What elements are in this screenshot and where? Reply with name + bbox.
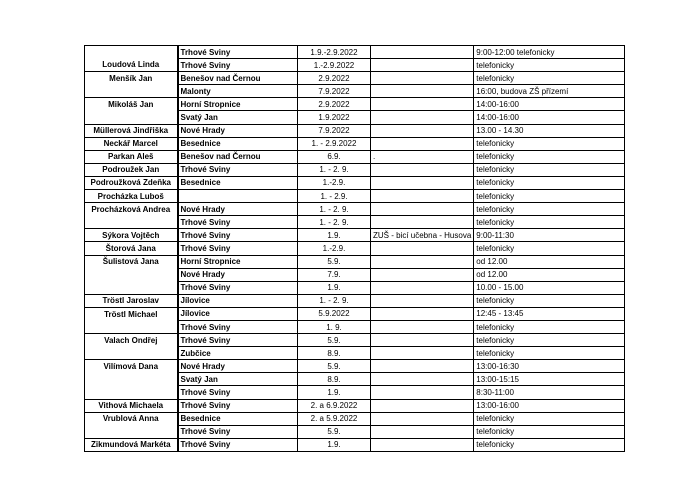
teacher-name-cell: Menšík Jan <box>85 72 178 85</box>
time-cell: telefonicky <box>474 72 625 85</box>
place-cell: Besednice <box>178 412 298 425</box>
room-cell <box>371 268 474 281</box>
room-cell <box>371 242 474 255</box>
date-cell: 2. a 5.9.2022 <box>298 412 371 425</box>
place-cell: Jílovice <box>178 307 298 320</box>
time-cell: 14:00-16:00 <box>474 98 625 111</box>
table-row <box>85 255 625 268</box>
table-row <box>85 176 625 189</box>
table-row <box>85 347 625 360</box>
table-row <box>85 98 625 111</box>
room-cell: ZUŠ - bicí učebna - Husova <box>371 229 474 242</box>
date-cell: 8.9. <box>298 347 371 360</box>
time-cell: telefonicky <box>474 137 625 150</box>
time-cell: telefonicky <box>474 347 625 360</box>
place-cell: Nové Hrady <box>178 268 298 281</box>
table-row <box>85 294 625 307</box>
time-cell: 13.00 - 14.30 <box>474 124 625 137</box>
teacher-name-cell: Sýkora Vojtěch <box>85 229 178 242</box>
teacher-name-cell <box>85 425 178 438</box>
time-cell: telefonicky <box>474 163 625 176</box>
table-row <box>85 320 625 333</box>
date-cell: 6.9. <box>298 150 371 163</box>
room-cell <box>371 203 474 216</box>
date-cell: 5.9. <box>298 255 371 268</box>
table-row <box>85 85 625 98</box>
date-cell: 1. - 2. 9. <box>298 203 371 216</box>
room-cell <box>371 294 474 307</box>
table-row <box>85 360 625 373</box>
date-cell: 1.9.2022 <box>298 111 371 124</box>
place-cell: Trhové Sviny <box>178 320 298 333</box>
date-cell: 5.9. <box>298 425 371 438</box>
table-row <box>85 399 625 412</box>
date-cell: 5.9.2022 <box>298 307 371 320</box>
teacher-name-cell <box>85 111 178 124</box>
teacher-name-cell: Valach Ondřej <box>85 334 178 347</box>
room-cell <box>371 176 474 189</box>
room-cell <box>371 72 474 85</box>
schedule-table <box>84 45 625 452</box>
table-row <box>85 412 625 425</box>
room-cell <box>371 124 474 137</box>
time-cell: 9:00-12:00 telefonicky <box>474 46 625 59</box>
room-cell <box>371 255 474 268</box>
teacher-name-cell: Procházková Andrea <box>85 203 178 216</box>
time-cell: telefonicky <box>474 425 625 438</box>
room-cell <box>371 399 474 412</box>
teacher-name-cell: Vithová Michaela <box>85 399 178 412</box>
place-cell: Trhové Sviny <box>178 163 298 176</box>
room-cell <box>371 85 474 98</box>
time-cell: telefonicky <box>474 190 625 203</box>
place-cell: Trhové Sviny <box>178 229 298 242</box>
room-cell <box>371 412 474 425</box>
place-cell: Trhové Sviny <box>178 438 298 451</box>
room-cell <box>371 98 474 111</box>
table-row <box>85 111 625 124</box>
room-cell <box>371 281 474 294</box>
table-row <box>85 150 625 163</box>
time-cell: telefonicky <box>474 242 625 255</box>
date-cell: 1.9. <box>298 229 371 242</box>
room-cell <box>371 163 474 176</box>
teacher-name-cell: Neckář Marcel <box>85 137 178 150</box>
teacher-name-cell <box>85 347 178 360</box>
time-cell: 14:00-16:00 <box>474 111 625 124</box>
teacher-name-cell: Mikoláš Jan <box>85 98 178 111</box>
room-cell <box>371 111 474 124</box>
place-cell: Nové Hrady <box>178 203 298 216</box>
table-row <box>85 281 625 294</box>
teacher-name-cell: Parkan Aleš <box>85 150 178 163</box>
table-row <box>85 46 625 59</box>
room-cell: . <box>371 150 474 163</box>
place-cell: Nové Hrady <box>178 124 298 137</box>
time-cell: 13:00-15:15 <box>474 373 625 386</box>
date-cell: 1. - 2.9. <box>298 190 371 203</box>
place-cell: Trhové Sviny <box>178 216 298 229</box>
schedule-body <box>85 46 625 452</box>
place-cell: Besednice <box>178 176 298 189</box>
room-cell <box>371 334 474 347</box>
teacher-name-cell: Loudová Linda <box>85 59 178 72</box>
place-cell: Trhové Sviny <box>178 334 298 347</box>
teacher-name-cell <box>85 373 178 386</box>
teacher-name-cell <box>85 46 178 59</box>
room-cell <box>371 59 474 72</box>
teacher-name-cell <box>85 320 178 333</box>
teacher-name-cell <box>85 85 178 98</box>
place-cell <box>178 190 298 203</box>
place-cell: Svatý Jan <box>178 373 298 386</box>
place-cell: Malonty <box>178 85 298 98</box>
time-cell: 8:30-11:00 <box>474 386 625 399</box>
table-row <box>85 163 625 176</box>
date-cell: 1.9. <box>298 281 371 294</box>
table-row <box>85 203 625 216</box>
place-cell: Zubčice <box>178 347 298 360</box>
teacher-name-cell: Tröstl Michael <box>85 307 178 320</box>
table-row <box>85 425 625 438</box>
date-cell: 2.9.2022 <box>298 72 371 85</box>
teacher-name-cell: Vrublová Anna <box>85 412 178 425</box>
table-row <box>85 72 625 85</box>
date-cell: 1.9.-2.9.2022 <box>298 46 371 59</box>
table-row <box>85 216 625 229</box>
place-cell: Trhové Sviny <box>178 59 298 72</box>
date-cell: 8.9. <box>298 373 371 386</box>
date-cell: 5.9. <box>298 360 371 373</box>
date-cell: 7.9. <box>298 268 371 281</box>
date-cell: 1.-2.9. <box>298 176 371 189</box>
time-cell: telefonicky <box>474 334 625 347</box>
time-cell: telefonicky <box>474 203 625 216</box>
date-cell: 5.9. <box>298 334 371 347</box>
table-row <box>85 373 625 386</box>
table-row <box>85 229 625 242</box>
table-row <box>85 137 625 150</box>
teacher-name-cell <box>85 281 178 294</box>
place-cell: Trhové Sviny <box>178 425 298 438</box>
teacher-name-cell: Tröstl Jaroslav <box>85 294 178 307</box>
time-cell: od 12.00 <box>474 255 625 268</box>
time-cell: telefonicky <box>474 412 625 425</box>
date-cell: 1. 9. <box>298 320 371 333</box>
date-cell: 2.9.2022 <box>298 98 371 111</box>
time-cell: od 12.00 <box>474 268 625 281</box>
place-cell: Jílovice <box>178 294 298 307</box>
teacher-name-cell: Šulistová Jana <box>85 255 178 268</box>
room-cell <box>371 216 474 229</box>
time-cell: telefonicky <box>474 294 625 307</box>
date-cell: 7.9.2022 <box>298 85 371 98</box>
place-cell: Trhové Sviny <box>178 386 298 399</box>
table-row <box>85 124 625 137</box>
time-cell: 13:00-16:30 <box>474 360 625 373</box>
teacher-name-cell <box>85 216 178 229</box>
time-cell: telefonicky <box>474 150 625 163</box>
room-cell <box>371 46 474 59</box>
table-row <box>85 334 625 347</box>
place-cell: Benešov nad Černou <box>178 72 298 85</box>
time-cell: telefonicky <box>474 320 625 333</box>
date-cell: 1. - 2.9.2022 <box>298 137 371 150</box>
table-row <box>85 190 625 203</box>
date-cell: 1.9. <box>298 438 371 451</box>
place-cell: Trhové Sviny <box>178 281 298 294</box>
table-row <box>85 438 625 451</box>
table-row <box>85 307 625 320</box>
room-cell <box>371 347 474 360</box>
teacher-name-cell: Zikmundová Markéta <box>85 438 178 451</box>
place-cell: Nové Hrady <box>178 360 298 373</box>
time-cell: 9:00-11:30 <box>474 229 625 242</box>
teacher-name-cell: Štorová Jana <box>85 242 178 255</box>
teacher-name-cell: Podroužková Zdeňka <box>85 176 178 189</box>
place-cell: Trhové Sviny <box>178 46 298 59</box>
room-cell <box>371 307 474 320</box>
time-cell: telefonicky <box>474 176 625 189</box>
place-cell: Horní Stropnice <box>178 255 298 268</box>
table-row <box>85 386 625 399</box>
teacher-name-cell: Müllerová Jindřiška <box>85 124 178 137</box>
place-cell: Benešov nad Černou <box>178 150 298 163</box>
room-cell <box>371 425 474 438</box>
room-cell <box>371 190 474 203</box>
teacher-name-cell <box>85 268 178 281</box>
date-cell: 1. - 2. 9. <box>298 163 371 176</box>
teacher-name-cell: Procházka Luboš <box>85 190 178 203</box>
place-cell: Besednice <box>178 137 298 150</box>
date-cell: 1.-2.9. <box>298 242 371 255</box>
time-cell: 10.00 - 15.00 <box>474 281 625 294</box>
room-cell <box>371 373 474 386</box>
time-cell: 12:45 - 13:45 <box>474 307 625 320</box>
teacher-name-cell <box>85 386 178 399</box>
date-cell: 7.9.2022 <box>298 124 371 137</box>
table-row <box>85 59 625 72</box>
table-row <box>85 268 625 281</box>
place-cell: Horní Stropnice <box>178 98 298 111</box>
room-cell <box>371 137 474 150</box>
place-cell: Trhové Sviny <box>178 242 298 255</box>
date-cell: 1.9. <box>298 386 371 399</box>
date-cell: 2. a 6.9.2022 <box>298 399 371 412</box>
teacher-name-cell: Vilímová Dana <box>85 360 178 373</box>
table-row <box>85 242 625 255</box>
time-cell: 13:00-16:00 <box>474 399 625 412</box>
time-cell: 16:00, budova ZŠ přízemí <box>474 85 625 98</box>
time-cell: telefonicky <box>474 438 625 451</box>
date-cell: 1. - 2. 9. <box>298 294 371 307</box>
date-cell: 1. - 2. 9. <box>298 216 371 229</box>
room-cell <box>371 438 474 451</box>
room-cell <box>371 360 474 373</box>
room-cell <box>371 320 474 333</box>
room-cell <box>371 386 474 399</box>
teacher-name-cell: Podroužek Jan <box>85 163 178 176</box>
time-cell: telefonicky <box>474 59 625 72</box>
place-cell: Svatý Jan <box>178 111 298 124</box>
time-cell: telefonicky <box>474 216 625 229</box>
date-cell: 1.-2.9.2022 <box>298 59 371 72</box>
place-cell: Trhové Sviny <box>178 399 298 412</box>
